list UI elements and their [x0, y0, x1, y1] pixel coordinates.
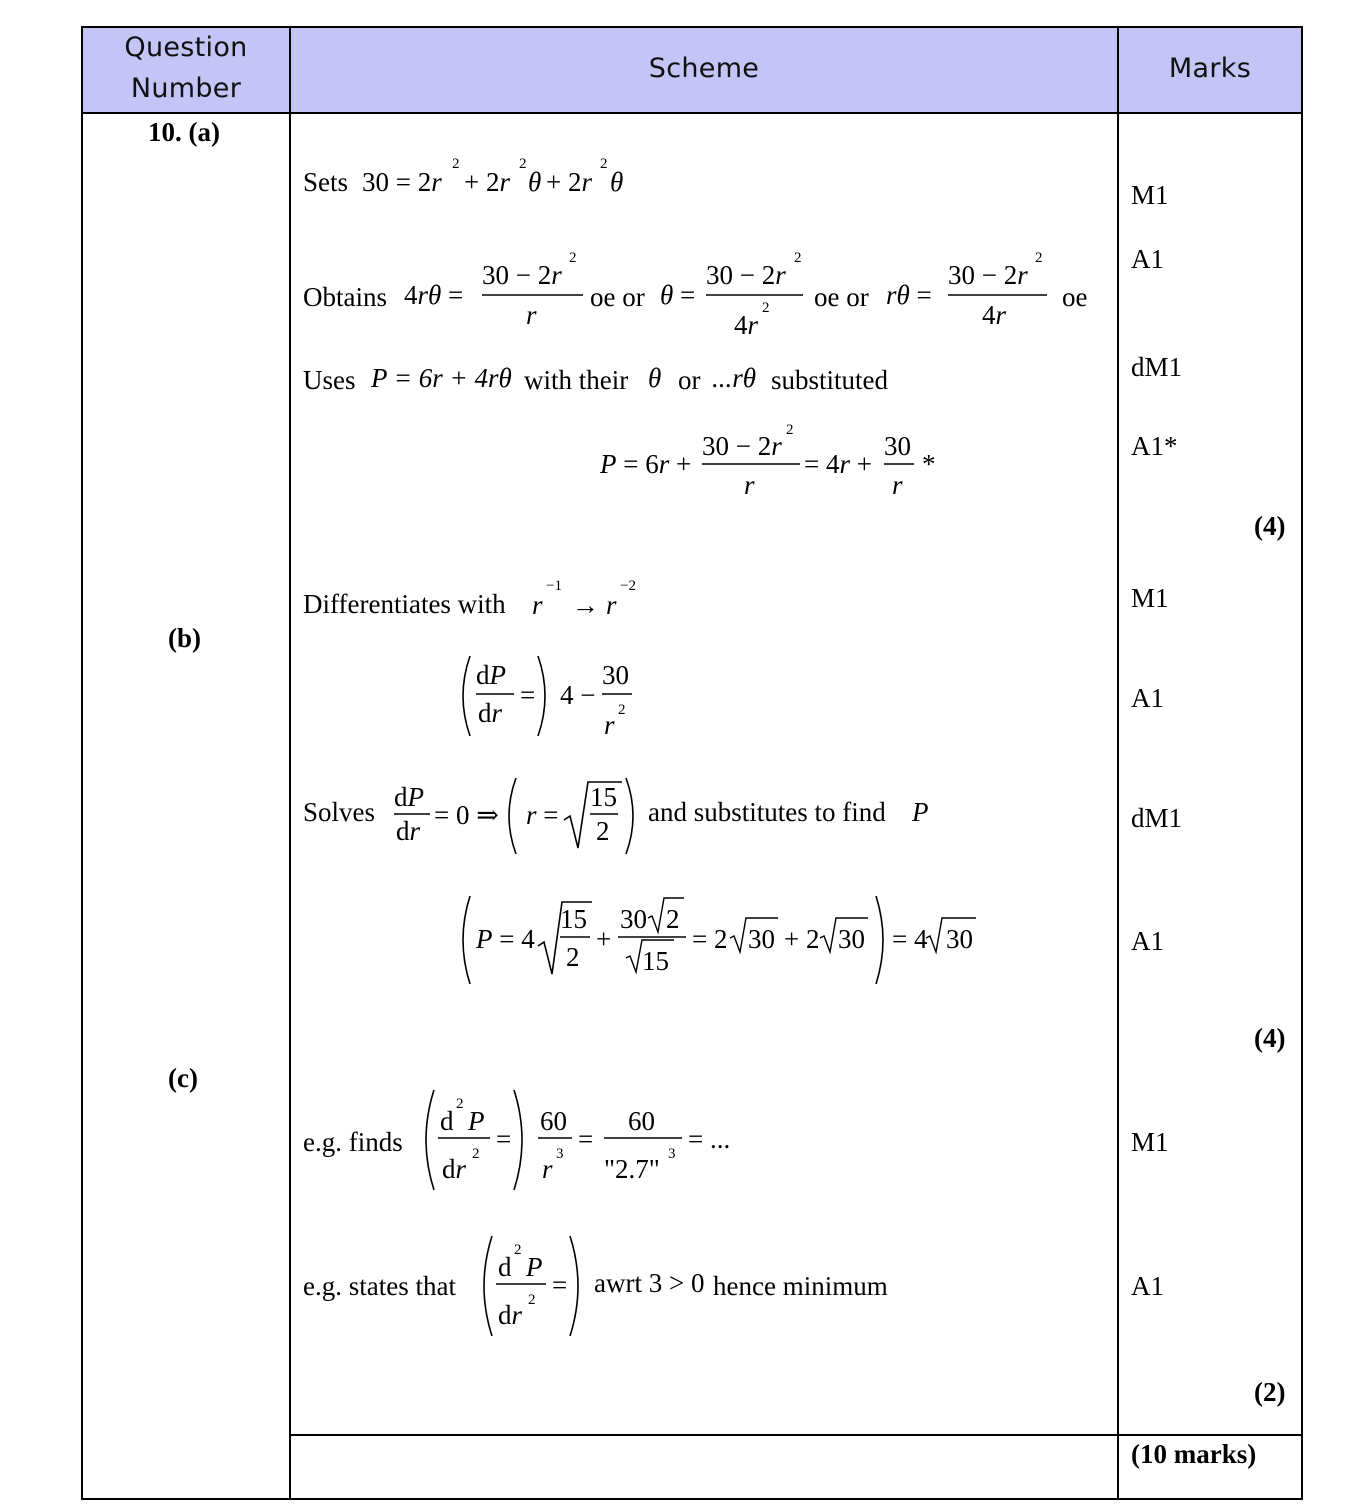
mark-c-total: (2) — [1254, 1377, 1286, 1407]
scheme-b1-expr — [530, 574, 650, 620]
svg-text:−1: −1 — [546, 578, 562, 594]
svg-text:=: = — [578, 1124, 594, 1154]
svg-text:+ 2r: + 2r — [464, 167, 510, 197]
svg-text:30: 30 — [884, 431, 911, 461]
header-question-line2: Number — [130, 73, 242, 104]
scheme-a4-equation — [596, 418, 946, 504]
svg-text:+ 2: + 2 — [784, 924, 820, 954]
mark-a2: A1 — [1131, 244, 1164, 274]
svg-text:θ: θ — [528, 167, 542, 197]
scheme-b3-prefix: Solves — [303, 797, 376, 827]
svg-text:dP: dP — [476, 660, 506, 690]
svg-text:r: r — [606, 590, 617, 620]
scheme-b3-var: P — [912, 797, 929, 827]
svg-text:dr: dr — [498, 1300, 523, 1330]
svg-text:dr: dr — [442, 1154, 467, 1184]
svg-text:30 − 2r: 30 − 2r — [702, 431, 782, 461]
mark-grand-total: (10 marks) — [1131, 1439, 1257, 1469]
scheme-b2-equation — [456, 652, 646, 742]
svg-text:60: 60 — [628, 1106, 655, 1136]
svg-text:2: 2 — [762, 300, 770, 316]
svg-text:2: 2 — [618, 702, 626, 718]
scheme-a3-or: or — [678, 365, 701, 395]
scheme-a3-suffix: substituted — [771, 365, 889, 395]
scheme-a3-mid: with their — [524, 365, 629, 395]
svg-text:30: 30 — [748, 924, 775, 954]
svg-text:r: r — [526, 300, 537, 330]
table-header-divider — [81, 112, 1303, 114]
svg-text:2: 2 — [596, 816, 610, 846]
svg-text:dr: dr — [478, 698, 503, 728]
svg-text:−2: −2 — [620, 578, 636, 594]
svg-text:θ =: θ = — [660, 280, 696, 310]
scheme-a1-prefix: Sets — [303, 167, 349, 197]
header-scheme: Scheme — [648, 53, 760, 84]
scheme-a3-theta: θ — [648, 363, 662, 393]
table-col-divider-2 — [1117, 26, 1119, 1500]
svg-text:4rθ =: 4rθ = — [404, 280, 464, 310]
part-a-label: 10. (a) — [148, 117, 220, 147]
mark-a4: A1* — [1131, 431, 1178, 461]
svg-text:30: 30 — [620, 904, 647, 934]
mark-a1: M1 — [1131, 180, 1169, 210]
svg-text:= 4: = 4 — [892, 924, 928, 954]
scheme-c1-prefix: e.g. finds — [303, 1127, 403, 1157]
svg-text:2: 2 — [456, 1096, 464, 1112]
svg-text:r: r — [744, 470, 755, 500]
scheme-b4-equation — [456, 892, 996, 988]
svg-text:r =: r = — [526, 800, 559, 830]
svg-text:+ 2r: + 2r — [546, 167, 592, 197]
mark-a3: dM1 — [1131, 352, 1183, 382]
table-border-left — [81, 26, 83, 1500]
table-border-top — [81, 26, 1303, 28]
svg-text:3: 3 — [668, 1146, 676, 1162]
svg-text:θ: θ — [610, 167, 624, 197]
svg-text:+: + — [596, 924, 612, 954]
mark-b1: M1 — [1131, 583, 1169, 613]
mark-b3: dM1 — [1131, 803, 1183, 833]
svg-text:dP: dP — [394, 782, 424, 812]
svg-text:4 −: 4 − — [560, 680, 596, 710]
svg-text:15: 15 — [590, 782, 617, 812]
svg-text:=: = — [552, 1270, 568, 1300]
scheme-c2-suffix: hence minimum — [713, 1271, 888, 1301]
header-question-line1: Question — [124, 32, 248, 63]
svg-text:30: 30 — [602, 660, 629, 690]
svg-text:2: 2 — [1035, 250, 1043, 266]
svg-text:3: 3 — [556, 1146, 564, 1162]
svg-text:2: 2 — [794, 250, 802, 266]
table-border-bottom — [81, 1498, 1303, 1500]
scheme-b3-suffix: and substitutes to find — [648, 797, 886, 827]
svg-text:60: 60 — [540, 1106, 567, 1136]
svg-text:P = 6r +: P = 6r + — [600, 449, 692, 479]
svg-text:2: 2 — [666, 904, 680, 934]
total-row-divider — [289, 1434, 1303, 1436]
svg-text:r: r — [542, 1154, 553, 1184]
svg-text:15: 15 — [560, 904, 587, 934]
mark-b-total: (4) — [1254, 1023, 1286, 1053]
svg-text:=: = — [496, 1124, 512, 1154]
scheme-c2-equation — [476, 1232, 716, 1340]
svg-text:30 − 2r: 30 − 2r — [482, 260, 562, 290]
scheme-a2-equation — [402, 244, 1102, 340]
svg-text:oe or: oe or — [590, 282, 645, 312]
svg-text:2: 2 — [786, 422, 794, 438]
svg-text:=: = — [520, 680, 536, 710]
scheme-c2-prefix: e.g. states that — [303, 1271, 456, 1301]
svg-text:d: d — [440, 1106, 454, 1136]
svg-text:2: 2 — [514, 1242, 522, 1258]
svg-text:30 − 2r: 30 − 2r — [706, 260, 786, 290]
part-b-label: (b) — [168, 623, 201, 653]
svg-text:2: 2 — [519, 156, 527, 172]
scheme-b1-prefix: Differentiates with — [303, 589, 506, 619]
svg-text:P = 4: P = 4 — [476, 924, 535, 954]
svg-text:15: 15 — [642, 946, 669, 976]
svg-text:dr: dr — [396, 816, 421, 846]
svg-text:30 − 2r: 30 − 2r — [948, 260, 1028, 290]
svg-text:4r: 4r — [982, 300, 1007, 330]
svg-text:= 0 ⇒: = 0 ⇒ — [434, 800, 499, 830]
svg-text:2: 2 — [452, 156, 460, 172]
svg-text:d: d — [498, 1252, 512, 1282]
table-col-divider-1 — [289, 26, 291, 1500]
svg-text:*: * — [922, 449, 936, 479]
svg-text:4r: 4r — [734, 310, 759, 340]
scheme-a1-equation — [360, 150, 650, 200]
svg-text:2: 2 — [569, 250, 577, 266]
header-marks: Marks — [1168, 53, 1252, 84]
svg-text:2: 2 — [600, 156, 608, 172]
svg-text:30: 30 — [838, 924, 865, 954]
scheme-c1-equation — [418, 1086, 748, 1194]
svg-text:r: r — [532, 590, 543, 620]
mark-a-total: (4) — [1254, 511, 1286, 541]
svg-text:P: P — [468, 1106, 485, 1136]
scheme-a3-expr: P = 6r + 4rθ — [371, 363, 512, 393]
svg-text:2: 2 — [528, 1292, 536, 1308]
scheme-b3-equation — [390, 774, 640, 858]
mark-c2: A1 — [1131, 1271, 1164, 1301]
svg-text:= 2: = 2 — [692, 924, 728, 954]
svg-text:"2.7": "2.7" — [604, 1154, 660, 1184]
svg-text:2: 2 — [472, 1146, 480, 1162]
scheme-a3-rtheta: ...rθ — [712, 363, 757, 393]
svg-text:= 4r +: = 4r + — [804, 449, 872, 479]
svg-text:P: P — [526, 1252, 543, 1282]
svg-text:rθ =: rθ = — [886, 280, 932, 310]
header-question-number — [82, 27, 290, 113]
mark-b2: A1 — [1131, 683, 1164, 713]
mark-c1: M1 — [1131, 1127, 1169, 1157]
part-c-label: (c) — [168, 1063, 198, 1093]
svg-text:= ...: = ... — [688, 1124, 731, 1154]
svg-text:30: 30 — [946, 924, 973, 954]
scheme-a2-prefix: Obtains — [303, 282, 387, 312]
svg-text:2: 2 — [566, 942, 580, 972]
svg-text:oe: oe — [1062, 282, 1088, 312]
table-border-right — [1301, 26, 1303, 1500]
svg-text:awrt 3 > 0: awrt 3 > 0 — [594, 1268, 705, 1298]
mark-b4: A1 — [1131, 926, 1164, 956]
svg-text:30 = 2r: 30 = 2r — [362, 167, 442, 197]
svg-text:oe or: oe or — [814, 282, 869, 312]
svg-text:r: r — [892, 470, 903, 500]
svg-text:r: r — [604, 710, 615, 740]
scheme-a3-prefix: Uses — [303, 365, 356, 395]
svg-text:→: → — [572, 590, 599, 620]
